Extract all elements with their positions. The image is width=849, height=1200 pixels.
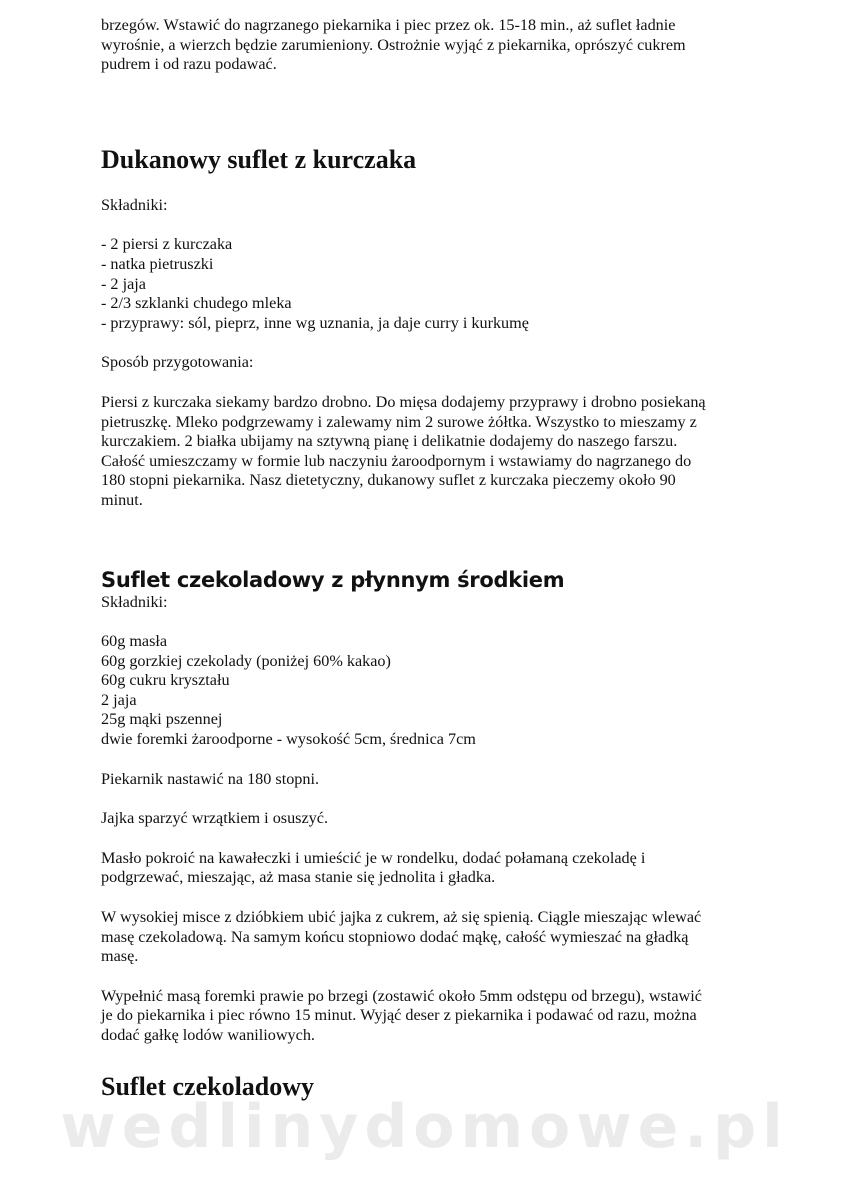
- list-item: 2 jaja: [101, 690, 137, 709]
- step-paragraph: [101, 849, 741, 888]
- recipe-title-chocolate: Suflet czekoladowy: [101, 1071, 315, 1101]
- list-item: 60g cukru kryształu: [101, 671, 230, 690]
- ingredients-label: Składniki:: [101, 592, 168, 611]
- list-item: - 2 jaja: [101, 274, 146, 293]
- recipe-title-dukan: Dukanowy suflet z kurczaka: [101, 144, 417, 174]
- ingredients-list: [101, 235, 741, 333]
- text-line: Piersi z kurczaka siekamy bardzo drobno. Do mięsa dodajemy przyprawy i drobno posiekaną: [101, 392, 706, 411]
- text-line: dodać gałkę lodów waniliowych.: [101, 1026, 315, 1044]
- step-paragraph: [101, 987, 741, 1046]
- text-line: wyrośnie, a wierzch będzie zarumieniony. Ostrożnie wyjąć z piekarnika, oprószyć cukrem: [101, 35, 686, 54]
- text-line: 180 stopni piekarnika. Nasz dietetyczny, dukanowy suflet z kurczaka pieczemy około 90: [101, 471, 676, 490]
- step-paragraph: [101, 908, 741, 967]
- list-item: 25g mąki pszennej: [101, 710, 223, 729]
- intro-paragraph: [101, 16, 741, 75]
- method-paragraph: [101, 393, 741, 511]
- list-item: - 2 piersi z kurczaka: [101, 235, 233, 254]
- document-page: [101, 16, 741, 1102]
- method-label: Sposób przygotowania:: [101, 353, 254, 372]
- text-line: masę czekoladową. Na samym końcu stopniowo dodać mąkę, całość wymieszać na gładką: [101, 927, 689, 946]
- ingredients-list: [101, 632, 741, 750]
- list-item: - przyprawy: sól, pieprz, inne wg uznania, ja daje curry i kurkumę: [101, 313, 529, 332]
- ingredients-label: Składniki:: [101, 195, 168, 214]
- text-line: W wysokiej misce z dzióbkiem ubić jajka z cukrem, aż się spienią. Ciągle mieszając wlewać: [101, 908, 702, 927]
- step-paragraph: Piekarnik nastawić na 180 stopni.: [101, 769, 320, 788]
- step-paragraph: Jajka sparzyć wrzątkiem i osuszyć.: [101, 809, 328, 828]
- list-item: dwie foremki żaroodporne - wysokość 5cm, średnica 7cm: [101, 730, 476, 749]
- list-item: - natka pietruszki: [101, 254, 214, 273]
- watermark: wedlinydomowe.pl: [60, 1092, 789, 1162]
- text-line: Masło pokroić na kawałeczki i umieścić je w rondelku, dodać połamaną czekoladę i: [101, 848, 646, 867]
- text-line: pietruszkę. Mleko podgrzewamy i zalewamy nim 2 surowe żółtka. Wszystko to mieszamy z: [101, 412, 697, 431]
- text-line: kurczakiem. 2 białka ubijamy na sztywną pianę i delikatnie dodajemy do naszego farszu.: [101, 432, 678, 451]
- text-line: pudrem i od razu podawać.: [101, 55, 277, 74]
- text-line: podgrzewać, mieszając, aż masa stanie się jednolita i gładka.: [101, 868, 496, 887]
- text-line: brzegów. Wstawić do nagrzanego piekarnika i piec przez ok. 15-18 min., aż suflet ładnie: [101, 16, 676, 34]
- text-line: Całość umieszczamy w formie lub naczyniu żaroodpornym i wstawiamy do nagrzanego do: [101, 451, 692, 470]
- list-item: - 2/3 szklanki chudego mleka: [101, 294, 292, 313]
- list-item: 60g masła: [101, 632, 168, 651]
- text-line: Wypełnić masą foremki prawie po brzegi (zostawić około 5mm odstępu od brzegu), wstawić: [101, 986, 702, 1005]
- recipe-title-chocolate-lava: Suflet czekoladowy z płynnym środkiem: [101, 567, 565, 592]
- text-line: je do piekarnika i piec równo 15 minut. Wyjąć deser z piekarnika i podawać od razu, można: [101, 1006, 697, 1025]
- text-line: minut.: [101, 490, 143, 509]
- list-item: 60g gorzkiej czekolady (poniżej 60% kakao): [101, 651, 391, 670]
- text-line: masę.: [101, 947, 139, 966]
